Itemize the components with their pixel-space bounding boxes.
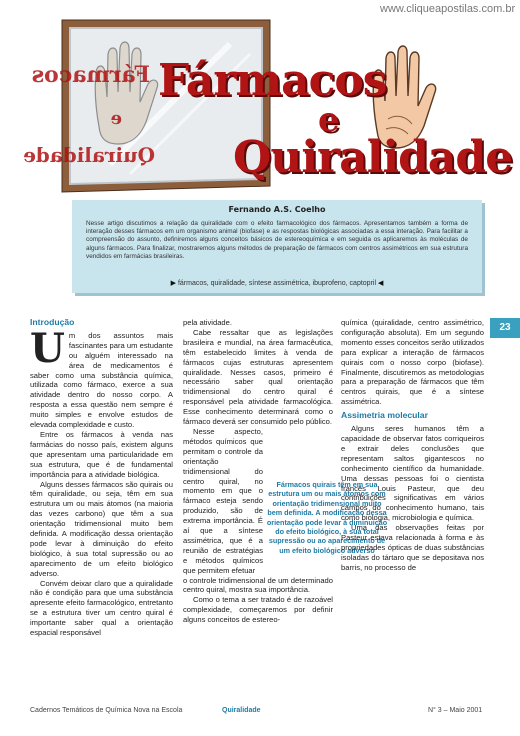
title-line-1: Fármacos bbox=[158, 55, 387, 106]
paragraph: o controle tridimensional de um determinado centro quiral, mostra sua importância. bbox=[183, 575, 333, 595]
keywords bbox=[72, 279, 482, 287]
paragraph: Nesse aspecto, métodos químicos que permitam o controle da orientação tridimensional do centro quiral, no momento em que o fármaco esteja sendo produzido, são de extrema importância. É aí que a síntese assimétrica, que é a reunião de estratégias e métodos químicos que permitem efetuar bbox=[183, 426, 263, 575]
column-3 bbox=[341, 318, 484, 573]
abstract-text: Nesse artigo discutimos a relação da quiralidade com o efeito farmacológico dos fármacos. Apresentamos também a forma de interação desses fármacos em um organismo animal (biofase) e as respostas biológicas associadas a essa interação. Para facilitar a compreensão do assunto, definiremos alguns conceitos básicos de estereoquímica e em seguida os aplicaremos às moléculas de alguns fármacos. Para finalizar, mostraremos alguns métodos de preparação de fármacos com centros assimétricos em sua estrutura vendidos em farmácias brasileiras. bbox=[86, 220, 468, 260]
title-line-2: e bbox=[318, 100, 340, 140]
section-heading-assimetria: Assimetria molecular bbox=[341, 410, 428, 421]
paragraph: química (quiralidade, centro assimétrico, configuração absoluta). Em um segundo momento esses conceitos serão utilizados para explicar a interação de fármacos quirais com o nosso corpo (biofase). Finalmente, discutiremos as metodologias para a preparação de fármacos que têm centros quirais, que é a síntese assimétrica. bbox=[341, 318, 484, 407]
arrow-right-icon: ▶ bbox=[170, 280, 177, 287]
mirror-text-3: Quiralidade bbox=[23, 143, 155, 167]
paragraph: Entre os fármacos à venda nas farmácias do nosso país, existem alguns que apresentam uma particularidade em sua estrutura, que é de fundamental importância para a atividade biológica. bbox=[30, 429, 173, 479]
footer-section: Quiralidade bbox=[222, 707, 261, 714]
section-heading-introducao: Introdução bbox=[30, 317, 75, 327]
drop-cap: U bbox=[30, 324, 65, 372]
abstract-box bbox=[72, 200, 482, 293]
mirror-text-1: Fármacos bbox=[31, 62, 150, 88]
pull-quote: Fármacos quirais têm em sua estrutura um ou mais átomos com orientação tridimensional muito bem definida. A modificação dessa orientação pode levar à diminuição do efeito biológico, à sua total supressão ou ao aparecimento de um efeito biológico adverso bbox=[266, 478, 388, 557]
author: Fernando A.S. Coelho bbox=[228, 205, 326, 214]
paragraph: pela atividade. bbox=[183, 318, 232, 327]
paragraph: Uma das observações feitas por Pasteur estava relacionada à forma e às propriedades ópticas de duas substâncias isoladas do tártaro que se depositava nos barris, no processo de bbox=[341, 523, 484, 572]
column-2 bbox=[183, 318, 333, 625]
page-number-tab: 23 bbox=[490, 318, 520, 338]
paragraph: Como o tema a ser tratado é de razoável complexidade, começaremos por definir alguns conceitos de estereo- bbox=[183, 595, 333, 625]
mirror-text-2: e bbox=[110, 108, 122, 129]
paragraph: Cabe ressaltar que as legislações brasileira e mundial, na área farmacêutica, têm estabelecido limites à venda de fármacos cujas estruturas apresentem quiralidade. Nesses casos, primeiro é necessário saber qual orientação tridimensional do centro quiral é responsável pela atividade farmacológica. Esse conhecimento determinará como o fármaco deverá ser consumido pelo público. bbox=[183, 327, 333, 427]
footer-journal: Cadernos Temáticos de Química Nova na Escola bbox=[30, 707, 183, 714]
paragraph: m dos assuntos mais fascinantes para um estudante ou alguém interessado na área de medicamentos é saber como uma substância química, utilizada como fármaco, exerce a sua atividade dentro do nosso corpo. A resposta a essa questão nem sempre é muito simples e envolve estudos de elevada complexidade e custo. bbox=[30, 330, 173, 430]
arrow-left-icon: ◀ bbox=[377, 280, 384, 287]
paragraph: Alguns seres humanos têm a capacidade de observar fatos corriqueiros e extrair deles conclusões que representam saltos gigantescos no conhecimento científico da humanidade. Uma dessas pessoas foi o cientista francês Louis Pasteur, que deu contribuições significativas em vários campos do conhecimento humano, tais como biologia, microbiologia e química. bbox=[341, 424, 484, 523]
paragraph: Alguns desses fármacos são quirais ou têm quiralidade, ou seja, têm em sua estrutura um ou mais átomos (na maioria das vezes carbono) que têm a sua orientação tridimensional muito bem definida. A modificação dessa orientação pode levar à diminuição do efeito biológico, à sua total supressão ou ao aparecimento de um efeito biológico adverso. bbox=[30, 479, 173, 578]
site-url[interactable]: www.cliqueapostilas.com.br bbox=[380, 3, 516, 15]
column-1 bbox=[30, 318, 173, 638]
footer-issue: N° 3 – Maio 2001 bbox=[428, 707, 483, 714]
title-line-3: Quiralidade bbox=[233, 132, 513, 183]
paragraph: Convém deixar claro que a quiralidade não é condição para que uma substância apresente efeito farmacológico, entretanto se a estrutura tiver um centro quiral é importante saber qual a orientação espacial responsável bbox=[30, 578, 173, 638]
keywords-text: fármacos, quiralidade, síntese assimétrica, ibuprofeno, captopril bbox=[177, 280, 377, 287]
